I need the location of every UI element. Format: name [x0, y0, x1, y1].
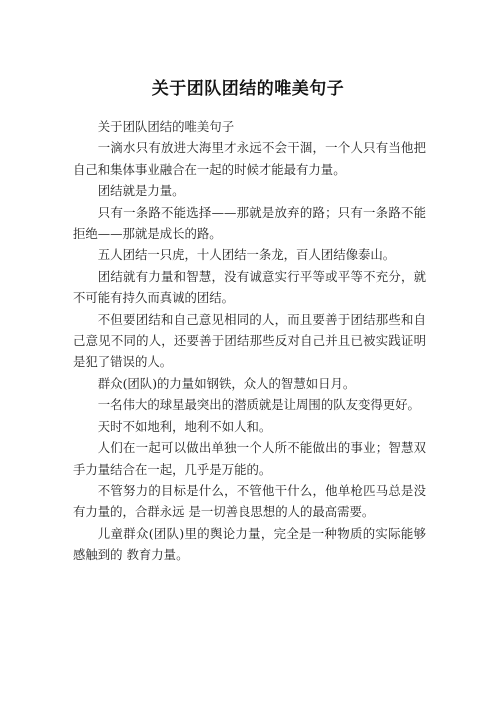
- paragraph: 天时不如地利，地利不如人和。: [97, 418, 272, 434]
- paragraph: 一名伟大的球星最突出的潜质就是让周围的队友变得更好。: [97, 397, 420, 413]
- document-body: [73, 116, 426, 566]
- paragraph: 团结就是力量。: [97, 183, 185, 199]
- document-title: 关于团队团结的唯美句子: [151, 79, 345, 99]
- paragraph: 人们在一起可以做出单独一个人所不能做出的事业；智慧双手力量结合在一起，几乎是万能的。: [73, 440, 426, 477]
- paragraph: 关于团队团结的唯美句子: [97, 119, 235, 134]
- paragraph: 群众(团队)的力量如钢铁，众人的智慧如日月。: [97, 375, 356, 391]
- paragraph: 团结就有力量和智慧，没有诚意实行平等或平等不充分，就不可能有持久而真诚的团结。: [73, 268, 426, 306]
- paragraph: 儿童群众(团队)里的舆论力量，完全是一种物质的实际能够感触到的 教育力量。: [73, 525, 426, 563]
- paragraph: 不管努力的目标是什么，不管他干什么，他单枪匹马总是没有力量的，合群永远 是一切善良思想的人的最高需要。: [73, 482, 426, 520]
- paragraph: 只有一条路不能选择——那就是放弃的路；只有一条路不能拒绝——那就是成长的路。: [73, 204, 426, 242]
- paragraph: 一滴水只有放进大海里才永远不会干涸，一个人只有当他把自己和集体事业融合在一起的时候才能最有力量。: [73, 140, 426, 177]
- paragraph: 不但要团结和自己意见相同的人，而且要善于团结那些和自己意见不同的人，还要善于团结那些反对自己并且已被实践证明是犯了错误的人。: [73, 311, 426, 370]
- paragraph: 五人团结一只虎，十人团结一条龙，百人团结像泰山。: [97, 247, 396, 263]
